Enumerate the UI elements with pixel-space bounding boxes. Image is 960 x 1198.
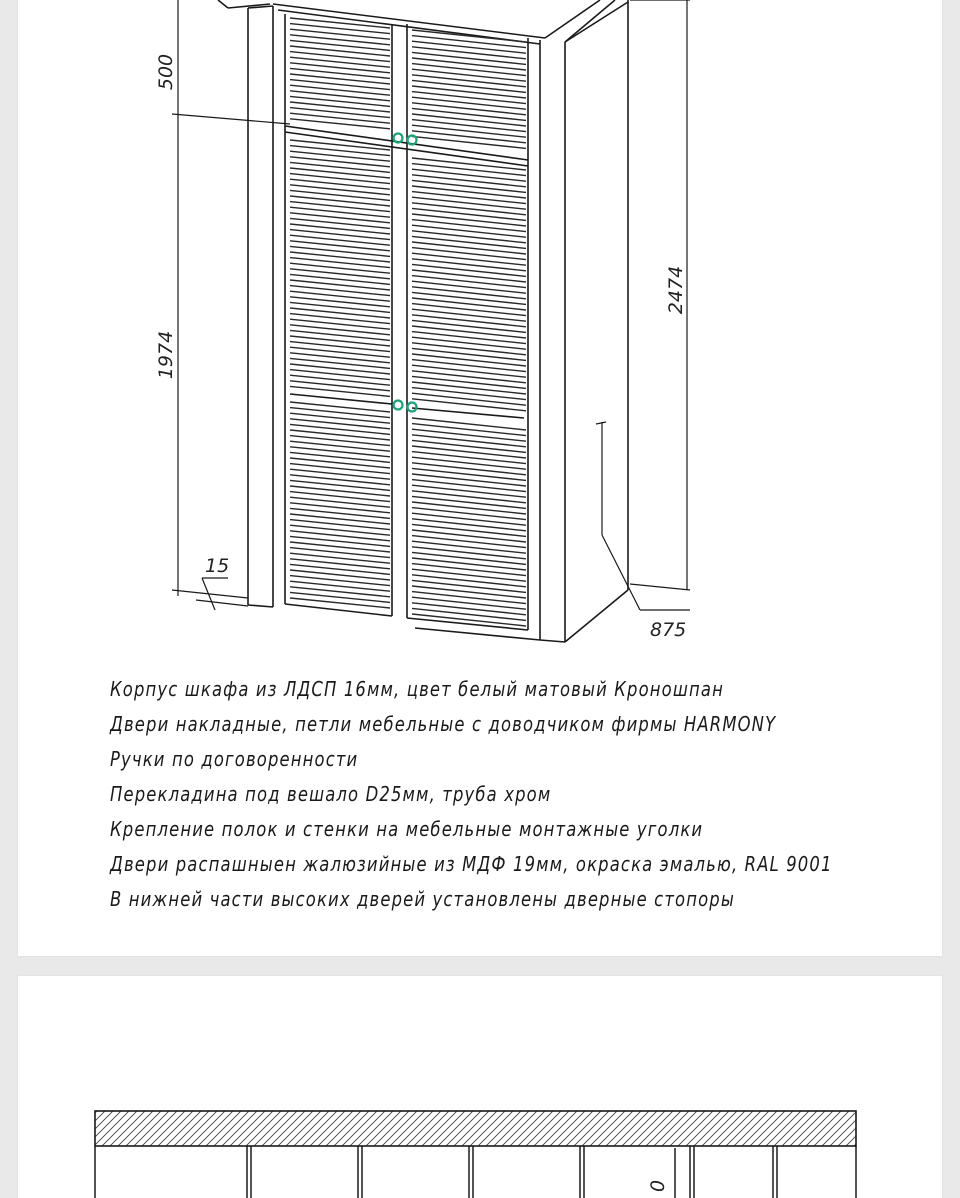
countertop-hatched: [95, 1111, 856, 1146]
louver-slat: [412, 36, 526, 48]
louver-slat: [290, 57, 390, 67]
depth-dim-tick: [596, 422, 606, 424]
louver-slat: [412, 253, 526, 265]
louver-slat: [412, 208, 526, 220]
louver-slat: [412, 491, 526, 503]
louver-slat: [290, 342, 390, 352]
louver-slat: [290, 419, 390, 429]
dim-label-500: 500: [155, 53, 177, 91]
louver-slat: [290, 464, 390, 474]
louver-slat: [412, 382, 526, 394]
louver-slat: [412, 242, 526, 254]
louver-slat: [290, 102, 390, 112]
louver-slat: [290, 447, 390, 457]
louver-slat: [290, 151, 390, 161]
louver-slat: [290, 424, 390, 434]
louver-slat: [412, 52, 526, 64]
depth-leader: [602, 535, 640, 610]
louver-slat: [290, 263, 390, 273]
dim-15-line: [196, 600, 248, 606]
louver-slat: [290, 336, 390, 346]
louver-slat: [412, 388, 526, 400]
louver-slat: [290, 353, 390, 363]
louver-slat: [412, 418, 526, 430]
louver-slat: [290, 430, 390, 440]
louver-slat: [412, 474, 526, 486]
dim-label-1974: 1974: [155, 330, 177, 380]
louver-slat: [290, 96, 390, 106]
louver-slat: [290, 469, 390, 479]
louver-slat: [412, 58, 526, 70]
louver-slat: [290, 185, 390, 195]
louver-slat: [412, 220, 526, 232]
louver-slat: [412, 354, 526, 366]
louver-slat: [290, 162, 390, 172]
louver-slat: [412, 47, 526, 59]
louver-slat: [290, 286, 390, 296]
right-dim-bottom: [630, 584, 690, 590]
top-left-edge: [218, 0, 228, 8]
drawing-page-1: [18, 0, 942, 956]
louver-slat: [290, 413, 390, 423]
left-door-bottom: [285, 604, 392, 616]
louver-slat: [412, 131, 526, 143]
louver-slat: [290, 375, 390, 385]
louver-slat: [412, 30, 526, 42]
louver-slat: [412, 541, 526, 553]
louver-slat: [290, 91, 390, 101]
louver-slat: [290, 314, 390, 324]
louver-slat: [412, 320, 526, 332]
louver-slat: [412, 97, 526, 109]
louver-slat: [290, 168, 390, 178]
louver-slat: [412, 225, 526, 237]
louver-slats: [290, 18, 526, 626]
louver-slat: [412, 524, 526, 536]
plan-dim-label: 0: [647, 1179, 669, 1193]
louver-slat: [290, 520, 390, 530]
louver-slat: [412, 452, 526, 464]
louver-slat: [412, 457, 526, 469]
louver-slat: [412, 326, 526, 338]
louver-slat: [290, 553, 390, 563]
louver-slat: [412, 536, 526, 548]
louver-slat: [412, 564, 526, 576]
louver-slat: [290, 436, 390, 446]
louver-slat: [290, 319, 390, 329]
louver-slat: [412, 103, 526, 115]
louver-slat: [290, 492, 390, 502]
louver-slat: [290, 458, 390, 468]
drawing-page-2: [18, 976, 942, 1198]
dim-label-15: 15: [205, 555, 230, 577]
louver-slat: [290, 258, 390, 268]
louver-slat: [290, 68, 390, 78]
left-panel-bottom: [248, 605, 273, 607]
louver-slat: [412, 608, 526, 620]
louver-slat: [290, 531, 390, 541]
spec-line: Двери распашныен жалюзийные из МДФ 19мм, окраска эмалью, RAL 9001: [110, 852, 833, 876]
louver-slat: [412, 298, 526, 310]
louver-slat: [412, 80, 526, 92]
louver-slat: [290, 480, 390, 490]
louver-slat: [290, 330, 390, 340]
louver-slat: [412, 92, 526, 104]
louver-slat: [412, 120, 526, 132]
louver-slat: [290, 525, 390, 535]
louver-slat: [290, 280, 390, 290]
louver-slat: [412, 332, 526, 344]
louver-slat: [412, 508, 526, 520]
louver-slat: [412, 429, 526, 441]
louver-slat: [290, 441, 390, 451]
louver-slat: [290, 40, 390, 50]
louver-slat: [412, 69, 526, 81]
louver-slat: [290, 486, 390, 496]
louver-slat: [412, 337, 526, 349]
louver-slat: [290, 475, 390, 485]
louver-slat: [412, 175, 526, 187]
louver-slat: [290, 497, 390, 507]
louver-slat: [290, 207, 390, 217]
louver-slat: [412, 192, 526, 204]
louver-slat: [290, 548, 390, 558]
spec-line: В нижней части высоких дверей установлены дверные стопоры: [110, 887, 735, 911]
louver-slat: [290, 370, 390, 380]
louver-slat: [412, 365, 526, 377]
plan-drawing: [18, 976, 942, 1198]
specification-list: [110, 672, 930, 917]
louver-slat: [290, 179, 390, 189]
plan-partitions: [95, 1146, 856, 1198]
louver-slat: [290, 46, 390, 56]
louver-slat: [412, 552, 526, 564]
louver-slat: [412, 287, 526, 299]
louver-slat: [290, 402, 390, 412]
louver-slat: [412, 343, 526, 355]
louver-slat: [290, 113, 390, 123]
louver-slat: [412, 376, 526, 388]
louver-slat: [290, 235, 390, 245]
louver-slat: [412, 231, 526, 243]
louver-slat: [412, 75, 526, 87]
louver-slat: [290, 302, 390, 312]
louver-slat: [412, 435, 526, 447]
louver-slat: [290, 29, 390, 39]
louver-slat: [290, 297, 390, 307]
louver-slat: [412, 519, 526, 531]
louver-slat: [290, 564, 390, 574]
louver-slat: [412, 125, 526, 137]
louver-slat: [290, 542, 390, 552]
louver-slat: [412, 547, 526, 559]
louver-slat: [412, 259, 526, 271]
louver-slat: [412, 446, 526, 458]
louver-slat: [412, 264, 526, 276]
louver-slat: [290, 146, 390, 156]
louver-slat: [290, 190, 390, 200]
louver-slat: [412, 169, 526, 181]
louver-slat: [290, 269, 390, 279]
louver-slat: [290, 85, 390, 95]
louver-slat: [412, 348, 526, 360]
louver-slat: [290, 35, 390, 45]
right-panel-bottom: [540, 640, 565, 642]
louver-slat: [412, 304, 526, 316]
side-top-edge: [565, 2, 628, 42]
louver-slat: [412, 108, 526, 120]
louver-slat: [290, 325, 390, 335]
louver-slat: [290, 119, 390, 129]
louver-slat: [412, 114, 526, 126]
louver-slat: [290, 224, 390, 234]
louver-slat: [290, 108, 390, 118]
spec-line: Двери накладные, петли мебельные с доводчиком фирмы HARMONY: [110, 712, 777, 736]
louver-slat: [290, 63, 390, 73]
spec-line: Крепление полок и стенки на мебельные монтажные уголки: [110, 817, 704, 841]
louver-slat: [290, 358, 390, 368]
louver-slat: [290, 587, 390, 597]
handle-icon: [408, 403, 417, 412]
louver-slat: [412, 236, 526, 248]
louver-slat: [290, 364, 390, 374]
louver-slat: [290, 274, 390, 284]
spec-line: Корпус шкафа из ЛДСП 16мм, цвет белый матовый Кроношпан: [110, 677, 724, 701]
louver-slat: [290, 80, 390, 90]
louver-slat: [290, 559, 390, 569]
louver-slat: [412, 480, 526, 492]
spec-line: Ручки по договоренности: [110, 747, 359, 771]
louver-slat: [412, 592, 526, 604]
louver-slat: [290, 230, 390, 240]
louver-slat: [412, 371, 526, 383]
louver-slat: [290, 291, 390, 301]
louver-slat: [412, 463, 526, 475]
louver-slat: [412, 276, 526, 288]
louver-slat: [412, 197, 526, 209]
louver-slat: [412, 424, 526, 436]
louver-slat: [290, 592, 390, 602]
louver-slat: [412, 530, 526, 542]
louver-slat: [290, 157, 390, 167]
louver-slat: [290, 570, 390, 580]
louver-slat: [290, 347, 390, 357]
louver-slat: [412, 214, 526, 226]
louver-slat: [290, 246, 390, 256]
louver-slat: [412, 393, 526, 405]
louver-slat: [412, 180, 526, 192]
louver-slat: [412, 315, 526, 327]
handle-icon: [394, 401, 403, 410]
louver-slat: [290, 213, 390, 223]
louver-slat: [412, 586, 526, 598]
louver-slat: [290, 381, 390, 391]
louver-slat: [412, 309, 526, 321]
louver-slat: [412, 502, 526, 514]
louver-slat: [290, 74, 390, 84]
louver-slat: [412, 360, 526, 372]
louver-slat: [412, 281, 526, 293]
louver-slat: [412, 248, 526, 260]
louver-slat: [290, 581, 390, 591]
louver-slat: [290, 218, 390, 228]
louver-slat: [290, 196, 390, 206]
louver-slat: [412, 86, 526, 98]
louver-slat: [412, 597, 526, 609]
louver-slat: [412, 485, 526, 497]
louver-slat: [412, 164, 526, 176]
louver-slat: [412, 558, 526, 570]
louver-slat: [290, 241, 390, 251]
louver-slat: [290, 576, 390, 586]
louver-slat: [412, 41, 526, 53]
louver-slat: [290, 308, 390, 318]
louver-slat: [412, 603, 526, 615]
louver-slat: [290, 202, 390, 212]
dim-label-875: 875: [650, 619, 687, 641]
louver-slat: [290, 508, 390, 518]
louver-slat: [290, 408, 390, 418]
louver-slat: [290, 536, 390, 546]
louver-slat: [290, 514, 390, 524]
louver-slat: [412, 496, 526, 508]
louver-slat: [412, 270, 526, 282]
louver-slat: [290, 503, 390, 513]
louver-slat: [412, 575, 526, 587]
louver-slat: [412, 64, 526, 76]
louver-slat: [412, 440, 526, 452]
louver-slat: [290, 452, 390, 462]
louver-slat: [290, 24, 390, 34]
dim-label-2474: 2474: [665, 265, 687, 315]
louver-slat: [290, 174, 390, 184]
louver-slat: [290, 252, 390, 262]
louver-slat: [412, 186, 526, 198]
louver-slat: [412, 203, 526, 215]
louver-slat: [290, 52, 390, 62]
louver-slat: [412, 569, 526, 581]
louver-slat: [412, 513, 526, 525]
side-bottom-edge: [565, 590, 628, 642]
louver-slat: [412, 292, 526, 304]
spec-line: Перекладина под вешало D25мм, труба хром: [110, 782, 552, 806]
louver-slat: [412, 468, 526, 480]
louver-slat: [412, 580, 526, 592]
